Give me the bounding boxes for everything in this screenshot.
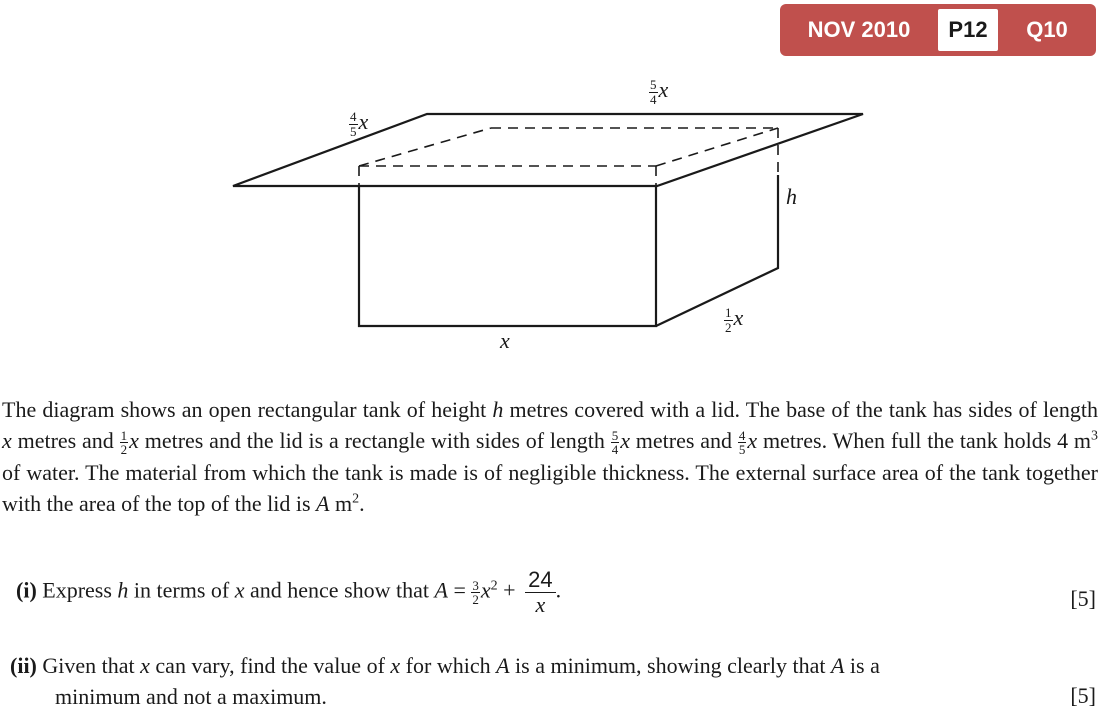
question-label: Q10 [1026,17,1068,42]
height-label: h [786,184,797,209]
question-part-ii: (ii) Given that x can vary, find the value of x for which A is a minimum, showing clearly that A is a [10,653,880,678]
lid-outline [233,114,863,186]
paper-label: P12 [938,9,998,51]
question-part-i: (i) Express h in terms of x and hence show that A = $\frac{3}{2}$ $x^2$ + $\frac{24}{x}$ . [16,567,562,618]
base-width-label: x [500,328,510,353]
lid-width-label: $\frac{5}{4}$ x [650,77,669,107]
hidden-edges [359,128,778,186]
tank-side-face [656,175,778,326]
marks-part-i: [5] [1070,586,1096,611]
base-depth-label: $\frac{1}{2}$ x [725,305,744,335]
tank-front-face [359,186,656,326]
marks-part-ii: [5] [1070,683,1096,708]
question-part-ii-line2: minimum and not a maximum. [55,684,327,709]
problem-statement: The diagram shows an open rectangular tank of height h metres covered with a lid. The base of the tank has sides of length x metres and $\frac{1}{2}$ x metres and the lid is a rectangle with sides of length $\frac{5}{4}$ x metres and $\frac{4}{5}$ x metres. When full the tank holds 4 $m^3$ of water. The material from which the tank is made is of negligible thickness. The external surface area of the tank together with the area of the top of the lid is A $m^2$. [2,397,1099,517]
session-label: NOV 2010 [807,17,911,42]
lid-depth-label: $\frac{4}{5}$ x [350,109,369,139]
